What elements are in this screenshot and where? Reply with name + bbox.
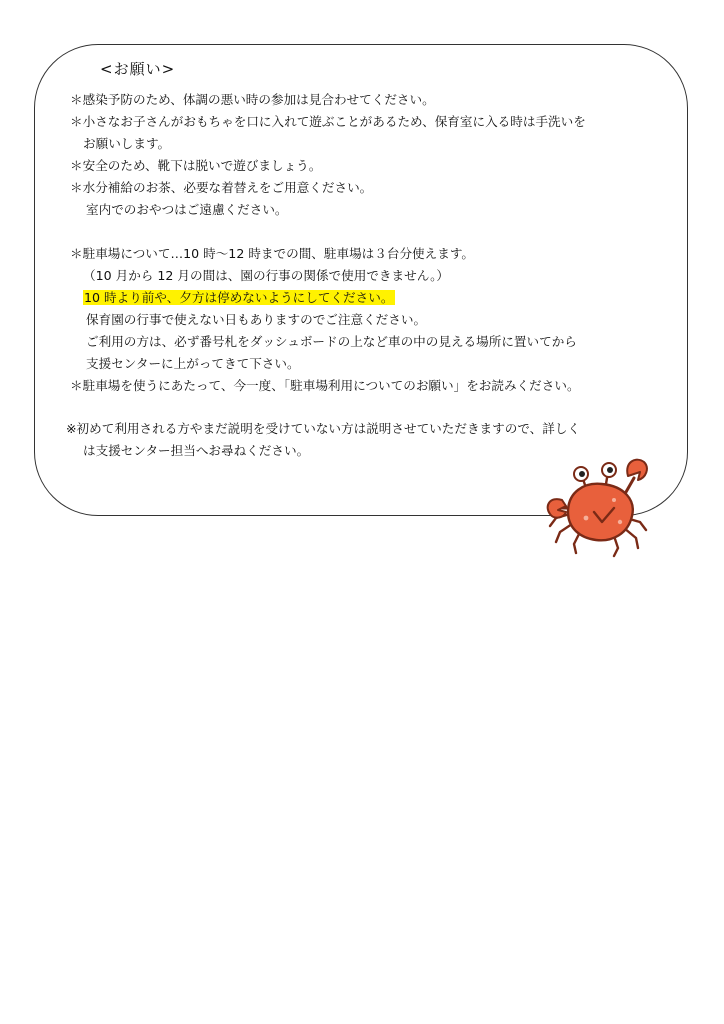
notice-line-parking: ＊駐車場について…10 時～12 時までの間、駐車場は３台分使えます。 <box>70 246 475 261</box>
notice-line-parking-months: （10 月から 12 月の間は、園の行事の関係で使用できません。） <box>83 268 449 283</box>
notice-line-parking-highlight <box>83 290 395 306</box>
notice-line-first-time-cont: は支援センター担当へお尋ねください。 <box>83 443 310 458</box>
notice-line-handwash-cont: お願いします。 <box>83 136 171 151</box>
notice-line-infection: ＊感染予防のため、体調の悪い時の参加は見合わせてください。 <box>70 92 435 107</box>
notice-line-hydration: ＊水分補給のお茶、必要な着替えをご用意ください。 <box>70 180 373 195</box>
notice-line-socks: ＊安全のため、靴下は脱いで遊びましょう。 <box>70 158 322 173</box>
notice-heading: <お願い> <box>100 60 176 78</box>
notice-line-snacks: 室内でのおやつはご遠慮ください。 <box>86 202 288 217</box>
notice-line-parking-tag-cont: 支援センターに上がってきて下さい。 <box>86 356 300 371</box>
notice-line-parking-events: 保育園の行事で使えない日もありますのでご注意ください。 <box>86 312 427 327</box>
crab-icon <box>540 452 665 560</box>
notice-line-handwash: ＊小さなお子さんがおもちゃを口に入れて遊ぶことがあるため、保育室に入る時は手洗いを <box>70 114 586 129</box>
highlighted-text: 10 時より前や、夕方は停めないようにしてください。 <box>84 290 394 305</box>
notice-line-parking-tag: ご利用の方は、必ず番号札をダッシュボードの上など車の中の見える場所に置いてから <box>86 334 577 349</box>
notice-line-parking-rules: ＊駐車場を使うにあたって、今一度、「駐車場利用についてのお願い」をお読みください。 <box>70 378 580 393</box>
notice-line-first-time: ※初めて利用される方やまだ説明を受けていない方は説明させていただきますので、詳しく <box>66 421 581 436</box>
